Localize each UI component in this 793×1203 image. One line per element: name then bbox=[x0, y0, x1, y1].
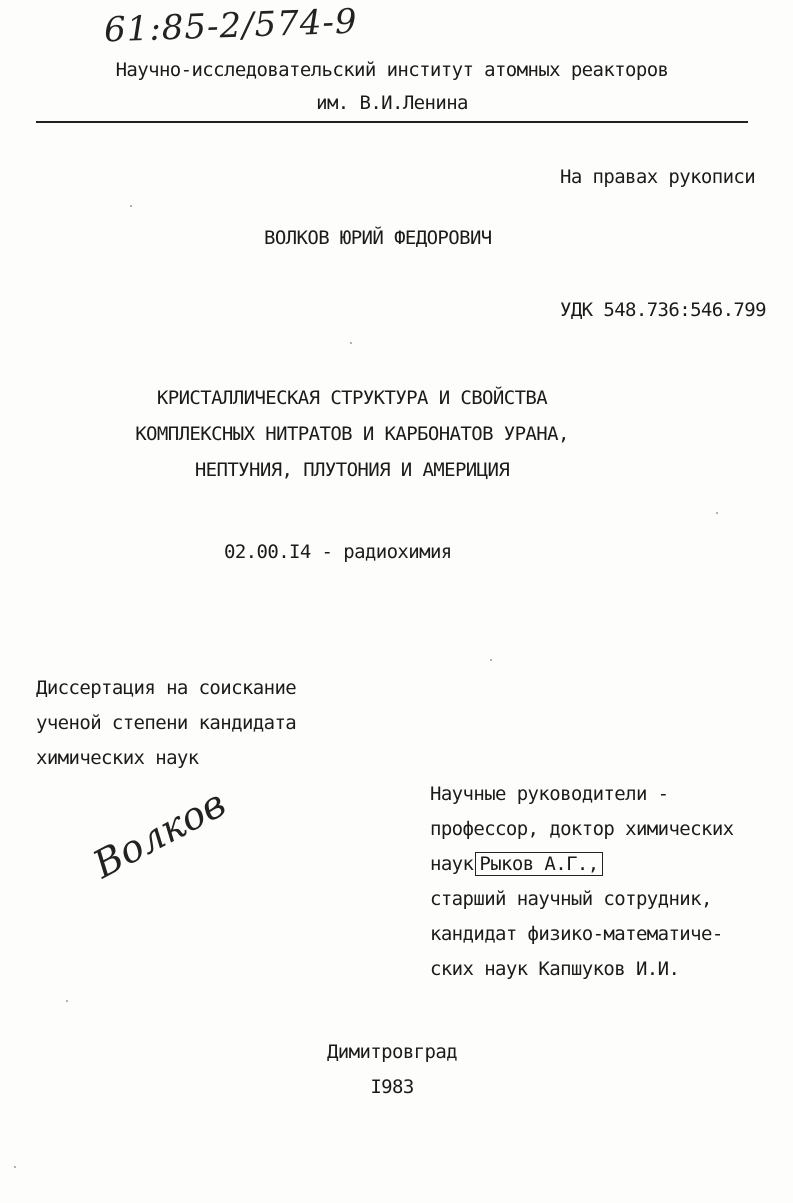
dissertation-line-3: химических наук bbox=[36, 747, 199, 769]
supervisor-boxed-name: Рыков А.Г., bbox=[475, 852, 602, 876]
dissertation-line-2: ученой степени кандидата bbox=[36, 712, 297, 734]
paper-speck bbox=[716, 512, 718, 514]
title-line-1: КРИСТАЛЛИЧЕСКАЯ СТРУКТУРА И СВОЙСТВА bbox=[156, 387, 548, 409]
supervisors-line-1: Научные руководители - bbox=[430, 783, 669, 805]
paper-speck bbox=[350, 342, 352, 344]
header-rule bbox=[36, 121, 748, 123]
paper-speck bbox=[14, 1166, 16, 1168]
specialty-code: 02.00.I4 - радиохимия bbox=[224, 541, 452, 563]
author-signature: Волков bbox=[86, 781, 233, 887]
title-line-3: НЕПТУНИЯ, ПЛУТОНИЯ И АМЕРИЦИЯ bbox=[194, 459, 510, 481]
title-line-2: КОМПЛЕКСНЫХ НИТРАТОВ И КАРБОНАТОВ УРАНА, bbox=[135, 423, 569, 445]
author-name: ВОЛКОВ ЮРИЙ ФЕДОРОВИЧ bbox=[264, 227, 492, 249]
udc-code: УДК 548.736:546.799 bbox=[560, 299, 766, 321]
institute-named-after: им. В.И.Ленина bbox=[316, 92, 468, 114]
supervisors-line-4: старший научный сотрудник, bbox=[430, 888, 712, 910]
rights-note: На правах рукописи bbox=[560, 166, 756, 188]
paper-speck bbox=[490, 659, 492, 661]
supervisors-line-3 bbox=[430, 852, 603, 876]
year: I983 bbox=[370, 1076, 414, 1098]
paper-speck bbox=[66, 1000, 68, 1002]
paper-speck bbox=[130, 205, 132, 207]
city: Димитровград bbox=[326, 1041, 458, 1063]
supervisors-line-2: профессор, доктор химических bbox=[430, 818, 734, 840]
supervisors-line-5: кандидат физико-математиче- bbox=[430, 923, 723, 945]
supervisors-line-6: ских наук Капшуков И.И. bbox=[430, 958, 680, 980]
archive-number: 61:85-2/574-9 bbox=[103, 1, 359, 51]
supervisors-line-3-prefix: наук bbox=[430, 853, 474, 875]
institute-name: Научно-исследовательский институт атомных реакторов bbox=[115, 59, 669, 81]
dissertation-line-1: Диссертация на соискание bbox=[36, 677, 297, 699]
